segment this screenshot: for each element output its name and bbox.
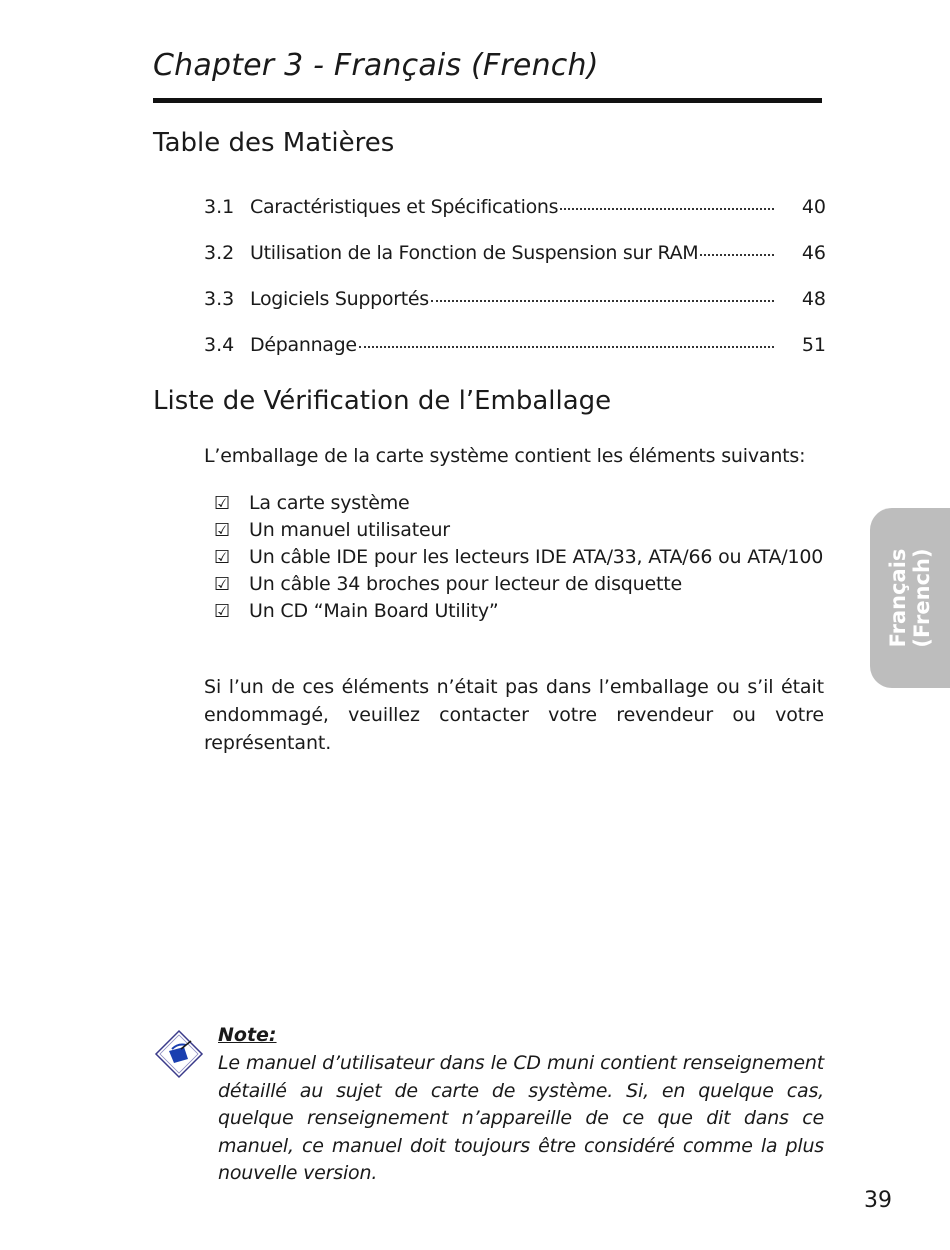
checklist-item xyxy=(214,571,824,598)
toc-entry-label: Utilisation de la Fonction de Suspension sur RAM xyxy=(250,242,699,264)
checklist-item xyxy=(214,517,824,544)
missing-items-paragraph: Si l’un de ces éléments n’était pas dans l’emballage ou s’il était endommagé, veuillez contacter votre revendeur ou votre représentant. xyxy=(204,676,824,754)
checklist-item-text: La carte système xyxy=(249,492,410,514)
toc-entry-page: 51 xyxy=(801,334,826,356)
note-body: Le manuel d’utilisateur dans le CD muni contient renseignement détaillé au sujet de carte de système. Si, en quelque cas, quelque renseignement n’appareille de ce que dit dans ce manuel, ce manuel doit toujours être considéré comme la plus nouvelle version. xyxy=(218,1052,824,1184)
checkbox-checked-icon: ☑ xyxy=(214,493,231,514)
checkbox-checked-icon: ☑ xyxy=(214,547,231,568)
note-pen-icon xyxy=(154,1029,204,1079)
packing-intro: L’emballage de la carte système contient les éléments suivants: xyxy=(204,445,806,467)
toc-entry-number: 3.2 xyxy=(204,242,235,264)
checkbox-checked-icon: ☑ xyxy=(214,520,231,541)
toc-title: Table des Matières xyxy=(153,128,395,158)
toc-entry-number: 3.3 xyxy=(204,288,235,310)
toc-entry-page: 46 xyxy=(801,242,826,264)
toc-entry-label: Caractéristiques et Spécifications xyxy=(250,196,559,218)
checkbox-checked-icon: ☑ xyxy=(214,574,231,595)
toc-entry-page: 40 xyxy=(801,196,826,218)
toc-entry[interactable] xyxy=(204,196,826,242)
checklist-item-text: Un CD “Main Board Utility” xyxy=(249,600,499,622)
side-tab-label xyxy=(886,548,934,647)
table-of-contents xyxy=(204,196,826,380)
toc-entry-page: 48 xyxy=(801,288,826,310)
checklist-item-text: Un câble 34 broches pour lecteur de disquette xyxy=(249,573,682,595)
page-number: 39 xyxy=(864,1188,892,1213)
language-side-tab[interactable] xyxy=(870,508,950,688)
toc-leader-dots xyxy=(560,208,774,210)
checklist-item xyxy=(214,598,824,625)
side-tab-line-2: (French) xyxy=(910,548,934,648)
toc-entry-number: 3.4 xyxy=(204,334,235,356)
checklist-item xyxy=(214,544,824,571)
toc-entry[interactable] xyxy=(204,288,826,334)
chapter-rule xyxy=(153,98,822,103)
toc-leader-dots xyxy=(700,254,774,256)
toc-entry-label: Logiciels Supportés xyxy=(250,288,429,310)
checklist-item-text: Un manuel utilisateur xyxy=(249,519,450,541)
checklist-item xyxy=(214,490,824,517)
toc-entry[interactable] xyxy=(204,242,826,288)
toc-entry-label: Dépannage xyxy=(250,334,357,356)
toc-leader-dots xyxy=(359,346,774,348)
toc-entry-number: 3.1 xyxy=(204,196,235,218)
toc-entry[interactable] xyxy=(204,334,826,380)
chapter-title: Chapter 3 - Français (French) xyxy=(153,48,599,83)
packing-list-title: Liste de Vérification de l’Emballage xyxy=(153,386,612,416)
toc-leader-dots xyxy=(431,300,774,302)
checklist-item-text: Un câble IDE pour les lecteurs IDE ATA/33, ATA/66 ou ATA/100 xyxy=(249,546,824,568)
note-title: Note: xyxy=(218,1024,277,1046)
checkbox-checked-icon: ☑ xyxy=(214,601,231,622)
side-tab-line-1: Français xyxy=(886,548,910,648)
packing-checklist xyxy=(214,490,824,625)
